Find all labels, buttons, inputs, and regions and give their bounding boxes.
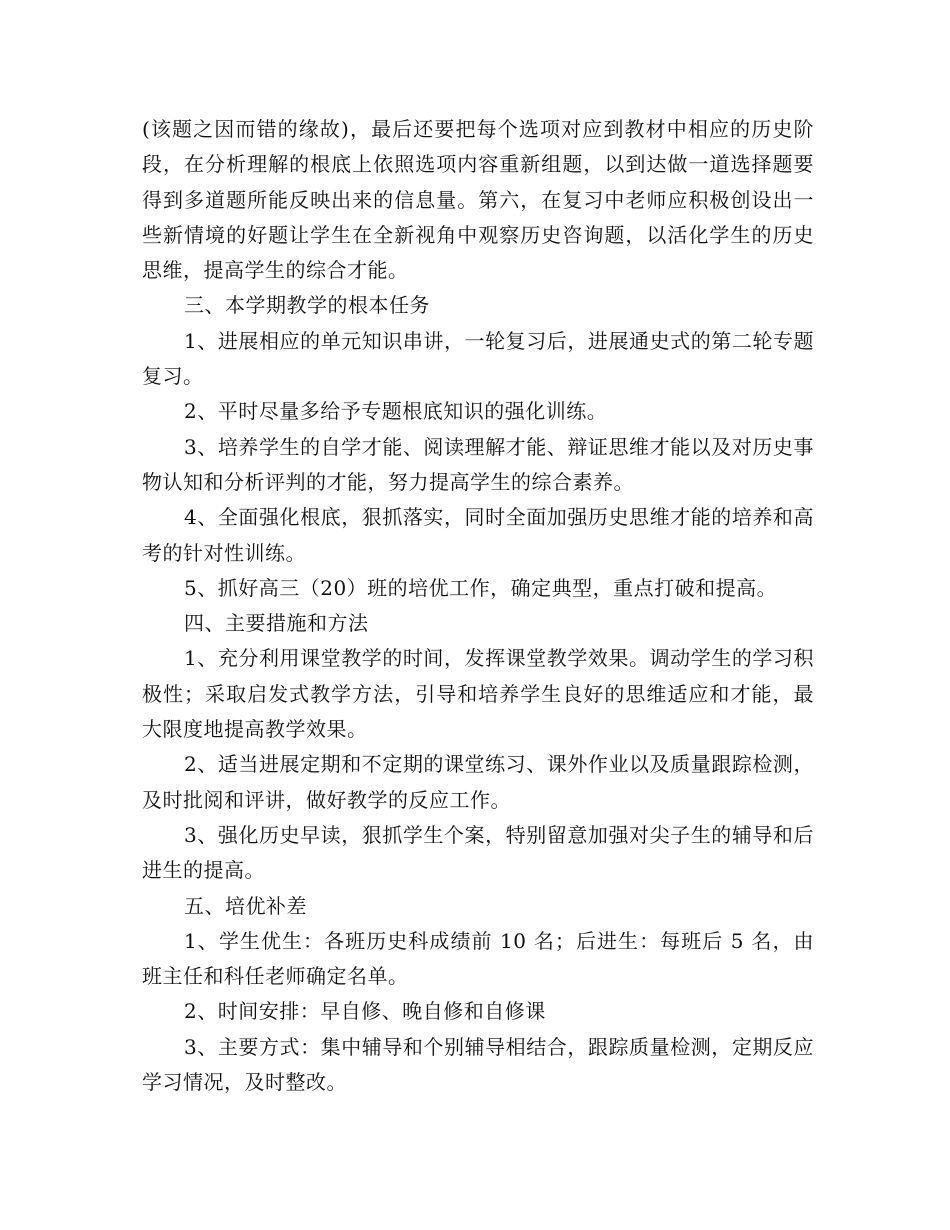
- measure-item-1: 1、充分利用课堂教学的时间，发挥课堂教学效果。调动学生的学习积极性；采取启发式教学方法，引导和培养学生良好的思维适应和才能，最大限度地提高教学效果。: [142, 646, 814, 742]
- tutoring-item-1: 1、学生优生：各班历史科成绩前 10 名；后进生：每班后 5 名，由班主任和科任老师确定名单。: [142, 928, 814, 989]
- section-heading-4: 四、主要措施和方法: [184, 611, 369, 636]
- tutoring-item-3: 3、主要方式：集中辅导和个别辅导相结合，跟踪质量检测，定期反应学习情况，及时整改。: [142, 1034, 814, 1095]
- task-item-3: 3、培养学生的自学才能、阅读理解才能、辩证思维才能以及对历史事物认知和分析评判的才能，努力提高学生的综合素养。: [142, 434, 814, 494]
- task-item-5: 5、抓好高三（20）班的培优工作，确定典型，重点打破和提高。: [184, 575, 778, 600]
- measure-item-2: 2、适当进展定期和不定期的课堂练习、课外作业以及质量跟踪检测，及时批阅和评讲，做好教学的反应工作。: [142, 752, 814, 812]
- measure-item-3: 3、强化历史早读，狠抓学生个案，特别留意加强对尖子生的辅导和后进生的提高。: [142, 822, 814, 883]
- task-item-4: 4、全面强化根底，狠抓落实，同时全面加强历史思维才能的培养和高考的针对性训练。: [142, 505, 814, 565]
- paragraph-continuation: (该题之因而错的缘故)，最后还要把每个选项对应到教材中相应的历史阶段，在分析理解的根底上依照选项内容重新组题，以到达做一道选择题要得到多道题所能反映出来的信息量。第六，在复习中老师应积极创设出一些新情境的好题让学生在全新视角中观察历史咨询题，以活化学生的历史思维，提高学生的综合才能。: [142, 117, 814, 283]
- task-item-1: 1、进展相应的单元知识串讲，一轮复习后，进展通史式的第二轮专题复习。: [142, 328, 814, 389]
- section-heading-5: 五、培优补差: [184, 893, 307, 918]
- tutoring-item-2: 2、时间安排：早自修、晚自修和自修课: [184, 999, 546, 1024]
- task-item-2: 2、平时尽量多给予专题根底知识的强化训练。: [184, 399, 608, 424]
- section-heading-3: 三、本学期教学的根本任务: [184, 293, 430, 318]
- document-body: [142, 112, 814, 1100]
